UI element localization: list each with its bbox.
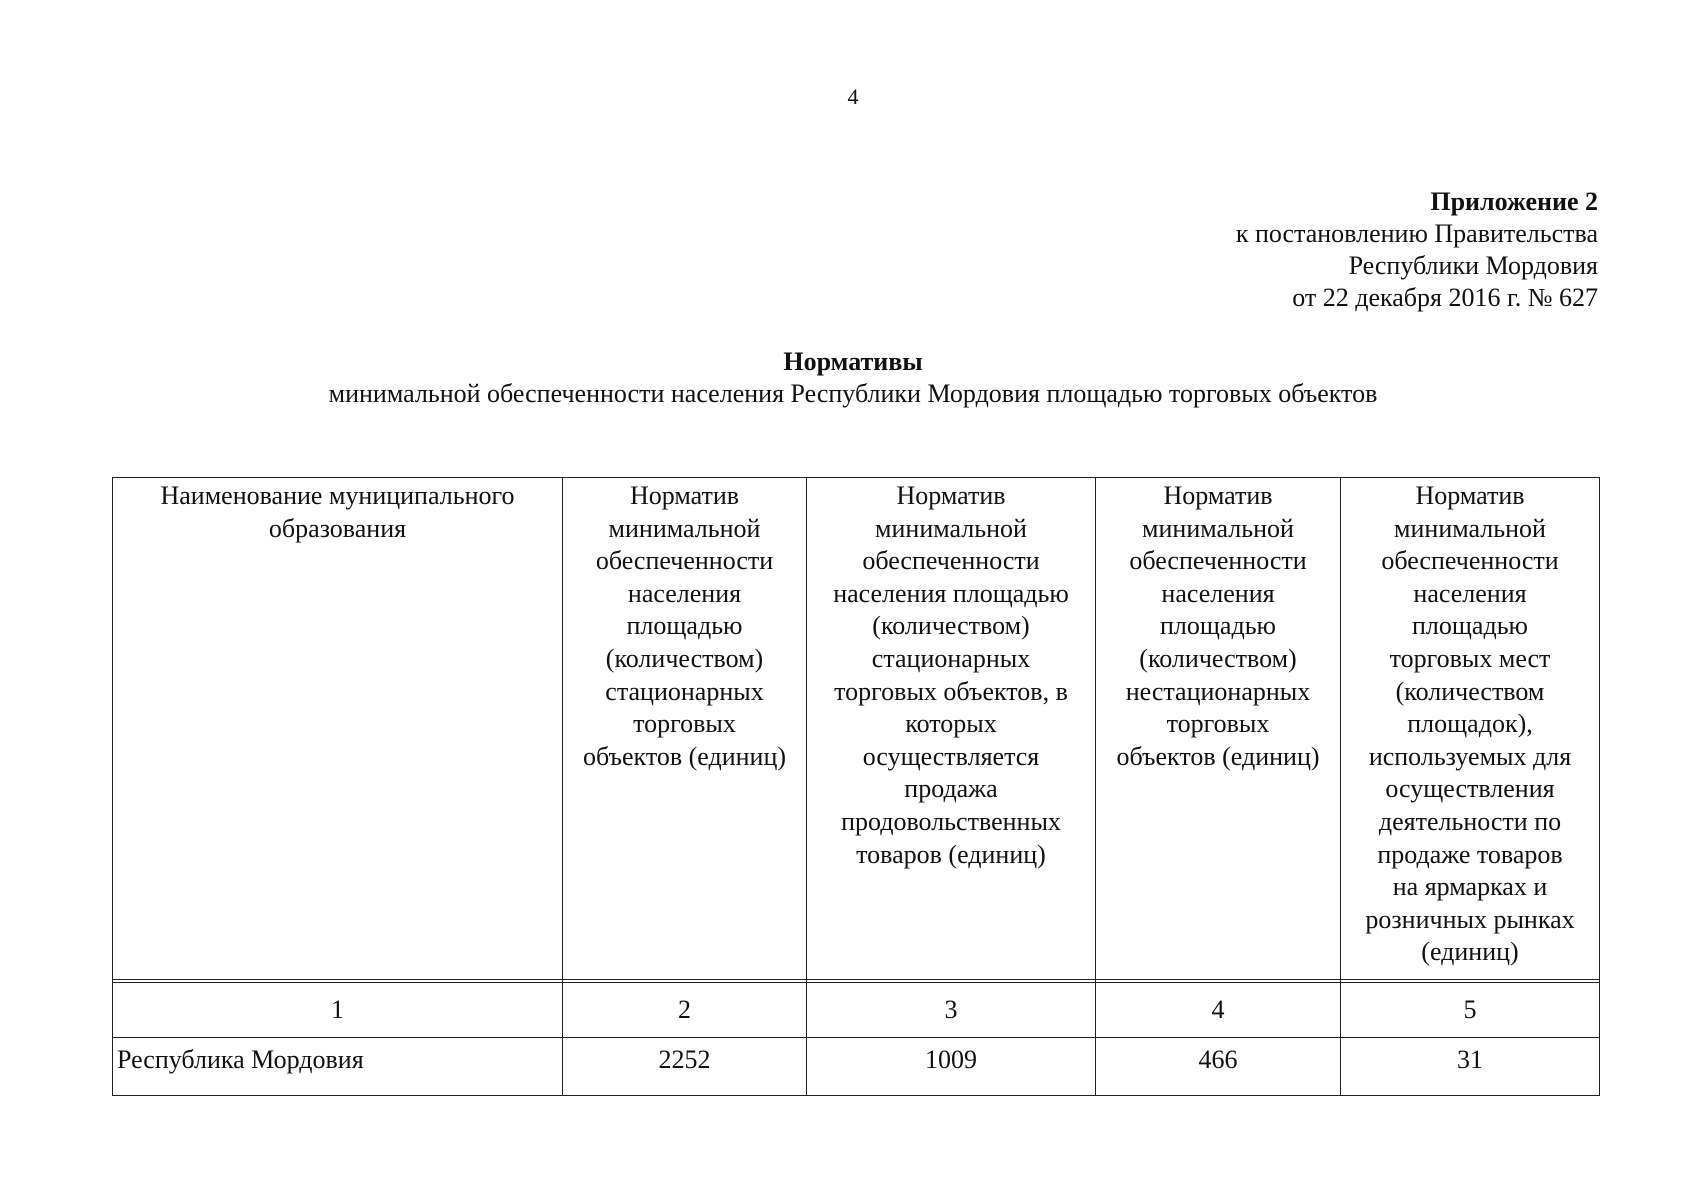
header-text: Норматив минимальной обеспеченности населения площадью (количеством) стационарных торговых объектов (единиц) — [582, 481, 787, 771]
table-header-row — [113, 478, 1600, 980]
column-number: 2 — [563, 983, 807, 1038]
appendix-line-3: от 22 декабря 2016 г. № 627 — [1292, 283, 1598, 312]
appendix-title: Приложение 2 — [1430, 187, 1598, 216]
header-cell-stationary — [563, 478, 807, 980]
row-name: Республика Мордовия — [113, 1038, 563, 1096]
table-column-numbers-row — [113, 983, 1600, 1038]
table-row — [113, 1038, 1600, 1096]
column-number: 1 — [113, 983, 563, 1038]
page-number: 4 — [847, 84, 859, 109]
header-cell-food — [807, 478, 1096, 980]
header-cell-nonstationary — [1096, 478, 1341, 980]
document-title-block — [0, 346, 1706, 410]
row-value: 31 — [1341, 1038, 1600, 1096]
row-value: 1009 — [807, 1038, 1096, 1096]
row-value: 466 — [1096, 1038, 1341, 1096]
appendix-line-2: Республики Мордовия — [1348, 251, 1598, 280]
column-number: 3 — [807, 983, 1096, 1038]
header-cell-fairs — [1341, 478, 1600, 980]
document-title: Нормативы — [783, 347, 923, 376]
header-text: Норматив минимальной обеспеченности населения площадью торговых мест (количеством площадок), используемых для осуществления деятельности по продаже товаров на ярмарках и розничных рынках (единиц) — [1365, 481, 1575, 967]
norms-table — [112, 477, 1600, 1096]
document-subtitle: минимальной обеспеченности населения Республики Мордовия площадью торговых объектов — [328, 379, 1378, 408]
appendix-block — [1236, 186, 1598, 314]
row-value: 2252 — [563, 1038, 807, 1096]
column-number: 4 — [1096, 983, 1341, 1038]
header-text: Норматив минимальной обеспеченности населения площадью (количеством) стационарных торговых объектов, в которых осуществляется продажа продовольственных товаров (единиц) — [833, 481, 1069, 869]
header-text: Наименование муниципального образования — [160, 481, 515, 543]
header-cell-municipality — [113, 478, 563, 980]
appendix-line-1: к постановлению Правительства — [1235, 219, 1598, 248]
header-text: Норматив минимальной обеспеченности населения площадью (количеством) нестационарных торговых объектов (единиц) — [1116, 481, 1320, 771]
column-number: 5 — [1341, 983, 1600, 1038]
